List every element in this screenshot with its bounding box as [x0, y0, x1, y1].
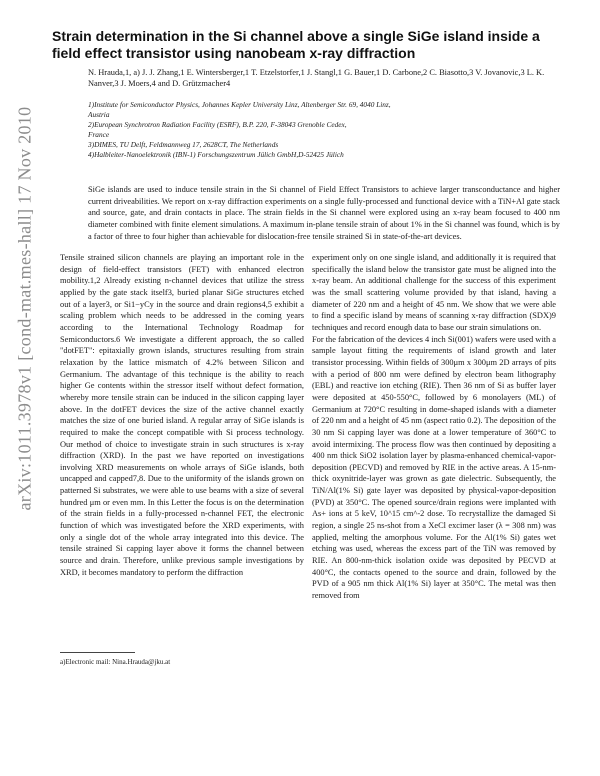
abstract: SiGe islands are used to induce tensile strain in the Si channel of Field Effect Transistors to achieve larger transconductance and higher current driveabilities. We report on x-ray diffraction experiments on a single fully-processed and functional device with a TiN+Al gate stack and source, gate, and drain contacts in place. The strain fields in the Si channel were explored using an x-ray beam focused to 400 nm diameter combined with finite element simulations. A maximum in-plane tensile strain of about 1% in the Si channel was found, which is by a factor of three to four higher than achievable for dislocation-free tensile strained Si in state-of-the-art devices. [88, 185, 560, 241]
affiliation-line: France [88, 130, 110, 139]
arxiv-identifier-stamp: arXiv:1011.3978v1 [cond-mat.mes-hall] 17 Nov 2010 [14, 106, 35, 511]
affiliation-line: 4)Halbleiter-Nanoelektronik (IBN-1) Forschungszentrum Jülich GmbH,D-52425 Jülich [88, 150, 344, 159]
paper-title: Strain determination in the Si channel above a single SiGe island inside a field effect transistor using nanobeam x-ray diffraction [52, 28, 540, 61]
footnote-email: a)Electronic mail: Nina.Hrauda@jku.at [60, 658, 171, 666]
body-column-left [60, 252, 304, 644]
affiliation-line: 3)DIMES, TU Delft, Feldmannweg 17, 2628CT, The Netherlands [88, 140, 279, 149]
affiliations [88, 100, 558, 160]
footnote-divider [60, 652, 135, 653]
paragraph: Tensile strained silicon channels are playing an important role in the design of field-effect transistors (FET) with enhanced electron mobility.1,2 Already existing n-channel devices that utilize the stress applied by the gate stack itself3, buried planar SiGe structures etched out of a layer3, or Si1−yCy in the source and drain regions4,5 exhibit a scaling problem which needs to be addressed in the coming years according to the International Technology Roadmap for Semiconductors.6 We investigate a different approach, the so called "dotFET": epitaxially grown islands, structures resulting from strain relaxation by the lattice mismatch of 4.2% between Silicon and Germanium. The advantage of this technique is the ability to reach higher Ge contents within the stressor itself without defect formation, whereby more tensile strain can be induced in the silicon capping layer above. In the dotFET devices the size of the active channel exactly matches the size of one buried island. A regular array of SiGe islands is required to make the concept compatible with Si process technology. Our method of choice to investigate strain in such structures is x-ray diffraction (XRD). In the past we have reported on investigations involving XRD measurements on whole arrays of SiGe islands, both uncapped and capped7,8. Due to the uniformity of the islands grown on patterned Si substrates, we were able to use beams with a size of several hundred μm or even mm. In this Letter the focus is on the determination of the strain fields in a fully-processed n-channel FET, the electronic function of which was investigated before the XRD experiments, with only a single dot of the whole array integrated into this device. The tensile strained Si capping layer above it forms the channel between source and drain. Therefore, unlike previous sample investigations by XRD, it becomes mandatory to perform the diffraction [60, 253, 304, 577]
affiliation-line: Austria [88, 110, 110, 119]
body-column-right [312, 252, 556, 652]
paragraph: For the fabrication of the devices 4 inch Si(001) wafers were used with a sample layout fitting the requirements of island growth and later transistor processing. Within fields of 300μm x 300μm 2D arrays of pits with a period of 800 nm were defined by electron beam lithography (EBL) and reactive ion etching (RIE). Then 36 nm of Si as buffer layer were deposited at 450-550°C, followed by 6 monolayers (ML) of Germanium at 720°C resulting in dome-shaped islands with a diameter of 220 nm and a height of 45 nm (aspect ratio 0.2). The deposition of the 30 nm Si capping layer was done at a lower temperature of 360°C to avoid intermixing. The process flow was then continued by depositing a 400 nm thick SiO2 isolation layer by plasma-enhanced chemical-vapor-deposition (PECVD) and removed by RIE in the active areas. A 15-nm-thick oxynitride-layer was grown as gate dielectric. Subsequently, the TiN/Al(1% Si) gate layer was deposited by physical-vapor-deposition (PVD) at 350°C. The opened source/drain regions were implanted with As+ ions at 5 keV, 10^15 cm^-2 dose. To recrystallize the damaged Si region, a single 25 ns-shot from a XeCl excimer laser (λ = 308 nm) was applied, melting the amorphous volume. For the Al(1% Si) gates wet etching was used, whereas the excess part of the TiN was removed by RIE. An 800-nm-thick isolation oxide was deposited by PECVD at 400°C, the contacts opened to the source and drain, followed by the PVD of a 905 nm thick Al(1% Si) layer at 350°C. The metal was then removed from [312, 334, 556, 601]
paragraph: experiment only on one single island, and additionally it is required that specifically the island below the transistor gate must be aligned into the x-ray beam. An additional challenge for the success of this experiment was the small scattering volume provided by that island, having a diameter of 220 nm and a height of 45 nm. We show that we were able to find a specific island by means of scanning x-ray diffraction (SDX)9 techniques and record enough data to base our strain simulations on. [312, 253, 556, 332]
affiliation-line: 2)European Synchrotron Radiation Facility (ESRF), B.P. 220, F-38043 Grenoble Cedex, [88, 120, 347, 129]
affiliation-line: 1)Institute for Semiconductor Physics, Johannes Kepler University Linz, Altenberger Str. 69, 4040 Linz, [88, 100, 391, 109]
author-list: N. Hrauda,1, a) J. J. Zhang,1 E. Wintersberger,1 T. Etzelstorfer,1 J. Stangl,1 G. Bauer,1 D. Carbone,2 C. Biasotto,3 V. Jovanovic,3 L. K. Nanver,3 J. Moers,4 and D. Grützmacher4 [88, 68, 545, 88]
